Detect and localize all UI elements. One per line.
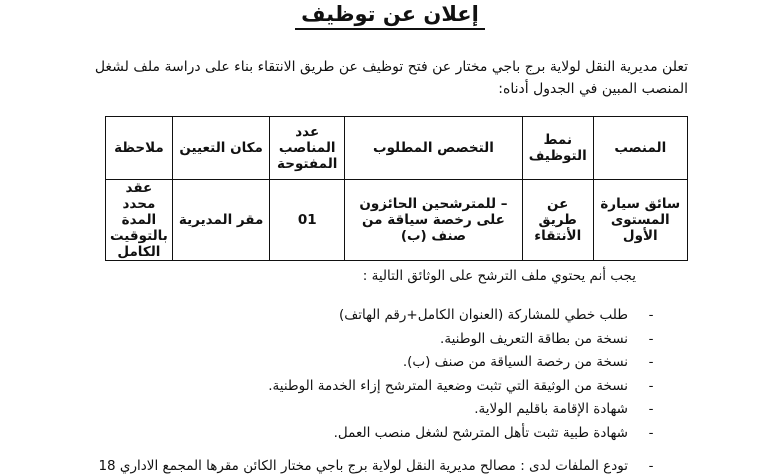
cell-specialty: – للمترشحين الحائزون على رخصة سياقة من صنف (ب) <box>344 180 522 261</box>
header-open-positions: عدد المناصب المفتوحة <box>270 117 345 180</box>
intro-paragraph: تعلن مديرية النقل لولاية برج باجي مختار عن فتح توظيف عن طريق الانتقاء بناء على دراسة ملف لشغل المنصب المبين في الجدول أدناه: <box>94 59 688 97</box>
announcement-title: إعلان عن توظيف <box>0 2 780 26</box>
header-location: مكان التعيين <box>172 117 270 180</box>
header-position: المنصب <box>593 117 687 180</box>
header-note: ملاحظة <box>106 117 173 180</box>
documents-list <box>102 304 662 445</box>
cell-position: سائق سيارة المستوى الأول <box>593 180 687 261</box>
list-item: - شهادة الإقامة باقليم الولاية. <box>102 398 662 422</box>
list-item: - شهادة طبية تثبت تأهل المترشح لشغل منصب العمل. <box>102 422 662 446</box>
header-recruitment-type: نمط التوظيف <box>522 117 593 180</box>
list-item: - نسخة من الوثيقة التي تثبت وضعية المترشح إزاء الخدمة الوطنية. <box>102 375 662 399</box>
header-specialty: التخصص المطلوب <box>344 117 522 180</box>
list-item: - طلب خطي للمشاركة (العنوان الكامل+رقم الهاتف) <box>102 304 662 328</box>
cell-recruitment-type: عن طريق الأنتقاء <box>522 180 593 261</box>
positions-table <box>105 116 688 261</box>
cell-note: عقد محدد المدة بالتوقيت الكامل <box>106 180 173 261</box>
list-item: - نسخة من بطاقة التعريف الوطنية. <box>102 328 662 352</box>
list-item: - نسخة من رخصة السياقة من صنف (ب). <box>102 351 662 375</box>
table-row <box>106 180 688 261</box>
submission-note: - تودع الملفات لدى : مصالح مديرية النقل لولاية برج باجي مختار الكائن مقرها المجمع الاداري 18 <box>22 458 662 474</box>
cell-open-positions: 01 <box>270 180 345 261</box>
required-docs-heading: يجب أنم يحتوي ملف الترشح على الوثائق التالية : <box>362 268 636 284</box>
cell-location: مقر المديرية <box>172 180 270 261</box>
table-header-row <box>106 117 688 180</box>
